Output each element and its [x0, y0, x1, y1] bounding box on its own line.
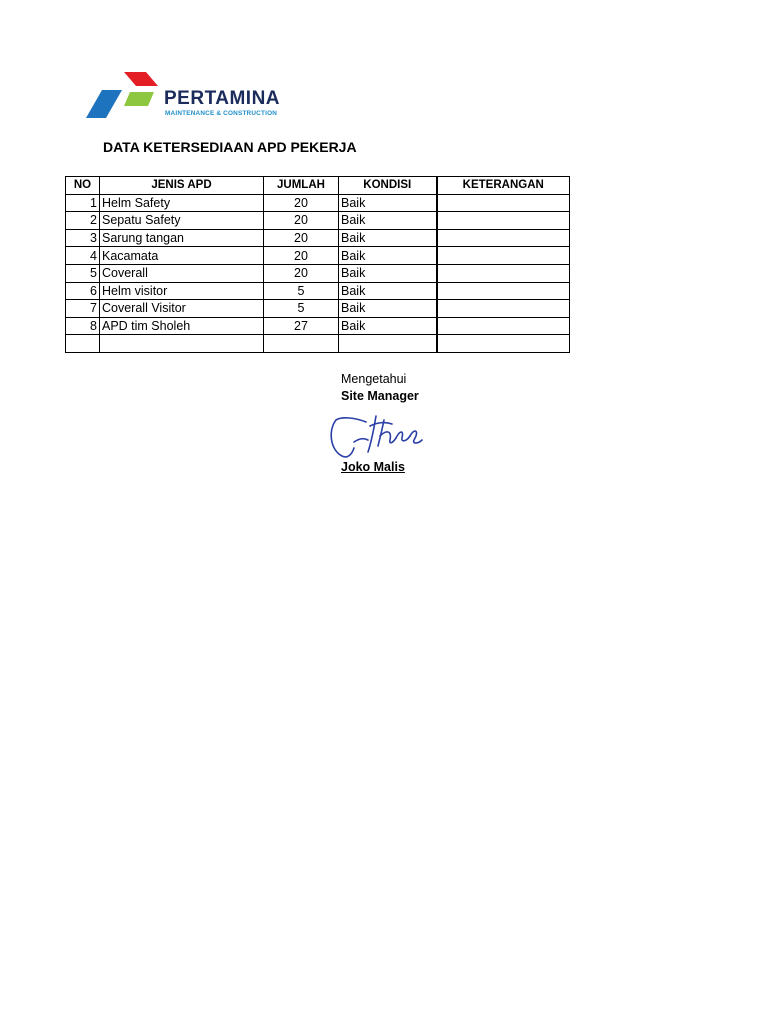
table-row [66, 194, 570, 212]
cell-jumlah: 5 [264, 300, 339, 318]
cell-keterangan [437, 212, 570, 230]
cell-jenis [100, 335, 264, 353]
cell-jumlah: 27 [264, 317, 339, 335]
table-row [66, 247, 570, 265]
cell-keterangan [437, 247, 570, 265]
header-jumlah: JUMLAH [264, 177, 339, 195]
cell-no: 8 [66, 317, 100, 335]
cell-jenis: Helm Safety [100, 194, 264, 212]
table-row [66, 264, 570, 282]
handwritten-signature [326, 410, 426, 462]
cell-kondisi: Baik [339, 229, 437, 247]
cell-keterangan [437, 194, 570, 212]
cell-no: 4 [66, 247, 100, 265]
pertamina-logo-icon [76, 68, 160, 124]
table-row [66, 282, 570, 300]
cell-no: 7 [66, 300, 100, 318]
table-row-empty [66, 335, 570, 353]
cell-kondisi: Baik [339, 247, 437, 265]
table-row [66, 212, 570, 230]
cell-jumlah: 5 [264, 282, 339, 300]
cell-no [66, 335, 100, 353]
header-kondisi: KONDISI [339, 177, 437, 195]
cell-jenis: Coverall Visitor [100, 300, 264, 318]
cell-keterangan [437, 317, 570, 335]
cell-jumlah: 20 [264, 229, 339, 247]
cell-jenis: Sepatu Safety [100, 212, 264, 230]
cell-keterangan [437, 282, 570, 300]
cell-jumlah: 20 [264, 194, 339, 212]
cell-jumlah: 20 [264, 212, 339, 230]
cell-jenis: Helm visitor [100, 282, 264, 300]
cell-no: 1 [66, 194, 100, 212]
cell-no: 3 [66, 229, 100, 247]
cell-jenis: Sarung tangan [100, 229, 264, 247]
cell-keterangan [437, 264, 570, 282]
cell-jenis: Kacamata [100, 247, 264, 265]
logo-subtitle: MAINTENANCE & CONSTRUCTION [165, 110, 278, 117]
cell-kondisi: Baik [339, 264, 437, 282]
cell-jenis: Coverall [100, 264, 264, 282]
cell-no: 5 [66, 264, 100, 282]
cell-jumlah: 20 [264, 247, 339, 265]
cell-keterangan [437, 300, 570, 318]
table-header-row [66, 177, 570, 195]
header-keterangan: KETERANGAN [437, 177, 570, 195]
signatory-role: Site Manager [341, 389, 419, 403]
cell-kondisi [339, 335, 437, 353]
company-logo [76, 68, 306, 124]
header-jenis-apd: JENIS APD [100, 177, 264, 195]
cell-keterangan [437, 229, 570, 247]
cell-kondisi: Baik [339, 300, 437, 318]
apd-table [65, 176, 570, 353]
cell-jenis: APD tim Sholeh [100, 317, 264, 335]
table-row [66, 317, 570, 335]
cell-kondisi: Baik [339, 212, 437, 230]
cell-jumlah [264, 335, 339, 353]
cell-keterangan [437, 335, 570, 353]
table-row [66, 229, 570, 247]
signatory-name: Joko Malis [341, 460, 405, 474]
cell-no: 2 [66, 212, 100, 230]
cell-kondisi: Baik [339, 317, 437, 335]
cell-kondisi: Baik [339, 282, 437, 300]
cell-no: 6 [66, 282, 100, 300]
cell-kondisi: Baik [339, 194, 437, 212]
header-no: NO [66, 177, 100, 195]
table-row [66, 300, 570, 318]
logo-wordmark: PERTAMINA [164, 88, 281, 109]
cell-jumlah: 20 [264, 264, 339, 282]
document-title: DATA KETERSEDIAAN APD PEKERJA [103, 139, 357, 155]
acknowledged-label: Mengetahui [341, 372, 407, 386]
